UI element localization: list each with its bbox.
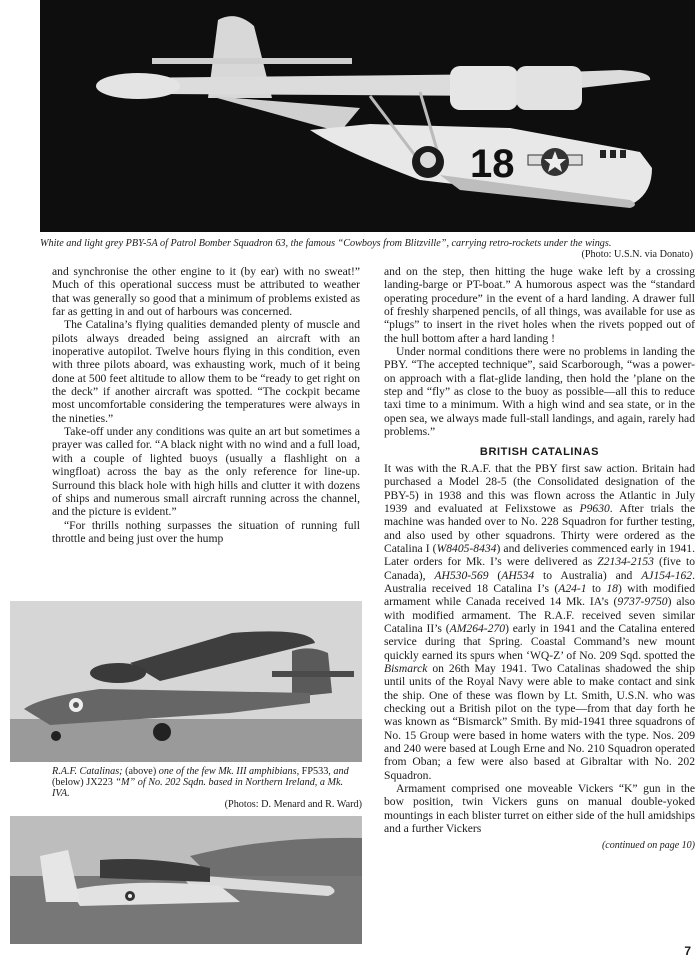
paragraph: The Catalina’s flying qualities demanded plenty of muscle and pilots always dreaded being assigned an aircraft with an inoperative autopilot. Twelve hours flying in this condition, even with three pilots aboard, was exhausting work, much of it being done at 500 feet altitude to allow them to be “ready to get right on the deck” if another aircraft was spotted. “The cockpit became most uncomfortable considering the temperatures were always in the nineties.”: [52, 318, 360, 425]
pby5a-illustration: [40, 0, 695, 232]
paragraph: and synchronise the other engine to it (by ear) with no sweat!” Much of this operational success must be attributed to weather that was generally so good that a minimum of problems existed as far as getting in and out of harbours was concerned.: [52, 265, 360, 319]
catalina-mk3-illustration: [10, 601, 362, 762]
paragraph: “For thrills nothing surpasses the situation of running full throttle and being just over the hump: [52, 518, 360, 545]
catalina-mk4a-illustration: [10, 816, 362, 944]
pby5a-photo: [40, 0, 695, 232]
paragraph: Under normal conditions there were no problems in landing the PBY. “The accepted technique”, said Scarborough, “was a power-on approach with a flat-glide landing, then hold the ’plane on the step and “fly” as close to the buoy as possible—all this to reduce taxi time to a minimum. With a high wind and sea state, or in the open sea, we always made full-stall landings, and again, rarely had problems.”: [384, 345, 695, 439]
continued-note: (continued on page 10): [601, 840, 695, 852]
caption-part1: one of the few Mk. III amphibians,: [158, 766, 300, 777]
caption-below: (below): [52, 777, 84, 788]
mid-photo-credit: (Photos: D. Menard and R. Ward): [224, 799, 362, 810]
left-text-column: [52, 265, 360, 545]
british-catalinas-paragraph: It was with the R.A.F. that the PBY first saw action. Britain had purchased a Model 28-5 (the Consolidated designation of the PBY-5) in 1938 and this was flown across the Atlantic in July 1939 and evaluated at Felixstowe as P9630. After trials the machine was handed over to No. 228 Squadron for further testing, and also used by other squadrons. Thirty were ordered as the Catalina I (W8405-8434) and deliveries commenced early in 1941. Later orders for Mk. I’s were delivered as Z2134-2153 (five to Canada), AH530-569 (AH534 to Australia) and AJ154-162. Australia received 18 Catalina I’s (A24-1 to 18) with modified armament while Canada received 14 Mk. IA’s (9737-9750) also with modified armament. The R.A.F. received seven similar Catalina II’s (AM264-270) early in 1941 and the Catalina entered service during that Spring. Coastal Command’s new mount quickly earned its spurs when ‘WQ-Z’ of No. 209 Sqd. spotted the Bismarck on 26th May 1941. Two Catalinas shadowed the ship until units of the Royal Navy were able to make contact and sink the ship. One of these was flown by Lt. Smith, U.S.N. who was checking out a British pilot on the type—from that day forth he was known as “Bismarck” Smith. By mid-1941 three squadrons of No. 15 Group were based in home waters with the type. Nos. 209 and 240 were based at Lough Erne and No. 210 Squadron operated from Oban; a few were also based at Gibraltar with No. 202 Squadron.: [384, 461, 695, 782]
caption-lead: R.A.F. Catalinas;: [52, 766, 123, 777]
page-number: 7: [684, 944, 691, 958]
top-photo-credit: (Photo: U.S.N. via Donato): [581, 249, 693, 260]
right-text-column: [384, 265, 695, 853]
raf-catalinas-caption: [52, 766, 362, 810]
top-photo-caption: [40, 238, 695, 260]
paragraph: and on the step, then hitting the huge wake left by a crossing landing-barge or PT-boat.” A humorous aspect was the “standard operating procedure” in the event of a hard landing. A drawer full of freshly sharpened pencils, of all things, was available for use as “plugs” to insert in the rivet holes when the rivets popped out of the hull bottom after a hard landing !: [384, 265, 695, 345]
caption-above: (above): [125, 766, 157, 777]
caption-serial1: FP533,: [301, 766, 331, 777]
aircraft-number-marking: 18: [470, 142, 515, 186]
caption-serial2: JX223: [86, 777, 113, 788]
top-caption-text: White and light grey PBY-5A of Patrol Bomber Squadron 63, the famous “Cowboys from Blitzville”, carrying retro-rockets under the wings.: [40, 238, 612, 249]
paragraph: Take-off under any conditions was quite an art but sometimes a prayer was called for. “A black night with no wind and a full load, with a couple of lighted buoys (usually a flashlight on a wingfloat) across the bay as the only reference for line-up. Surround this black hole with high hills and clutter it with dozens of ships and numerous small aircraft running across the channel, and the picture is evident.”: [52, 425, 360, 519]
section-heading: BRITISH CATALINAS: [479, 446, 600, 459]
caption-and: and: [333, 766, 349, 777]
catalina-mk4a-photo: [10, 816, 362, 944]
armament-paragraph: Armament comprised one moveable Vickers “K” gun in the bow position, twin Vickers guns on manual double-yoked mountings in each blister turret on either side of the hull amidships and a further Vickers: [384, 782, 695, 836]
caption-part2: “M” of No. 202 Sqdn. based in Northern Ireland, a Mk. IVA.: [52, 777, 344, 799]
catalina-mk3-photo: [10, 601, 362, 762]
